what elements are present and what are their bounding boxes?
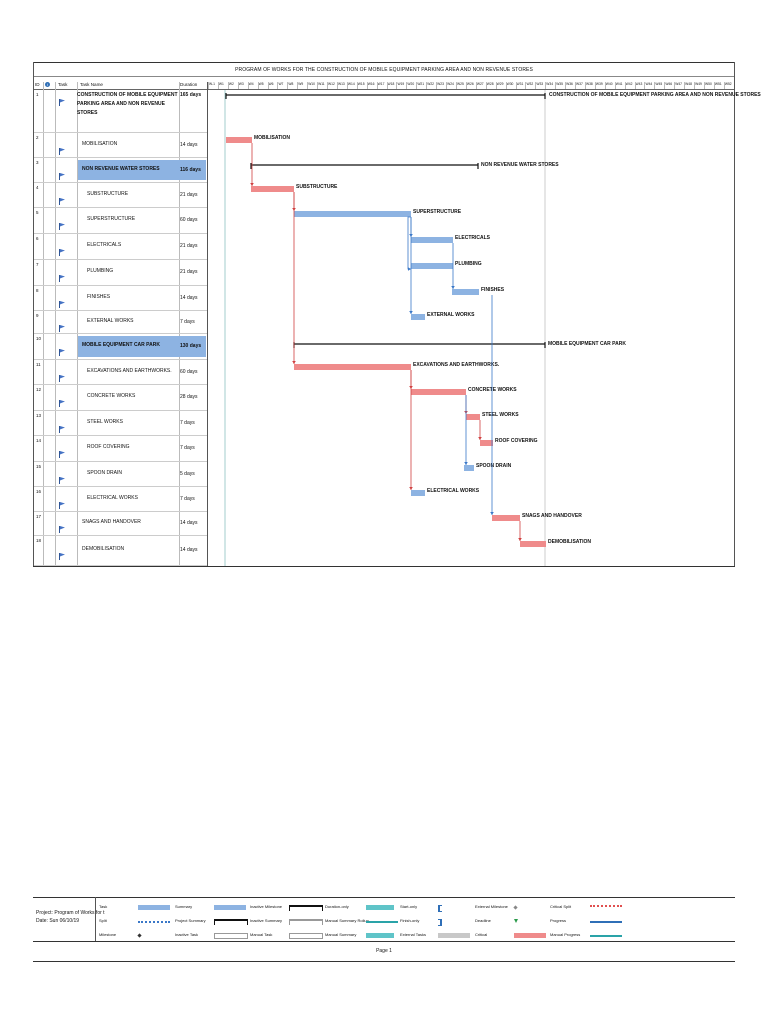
week-divider <box>396 82 397 89</box>
week-divider <box>545 82 546 89</box>
project-info <box>36 909 105 925</box>
week-label: W36 <box>566 82 573 86</box>
week-label: W41 <box>615 82 623 86</box>
dependency-arrowhead <box>518 538 522 541</box>
week-divider <box>644 82 645 89</box>
week-divider <box>476 82 477 89</box>
week-label: W14 <box>347 82 355 86</box>
legend-label: External Milestone <box>475 904 508 909</box>
task-bar-label: CONCRETE WORKS <box>468 387 517 393</box>
task-id: 5 <box>36 210 39 215</box>
task-name[interactable]: SPOON DRAIN <box>87 470 123 476</box>
legend-label: Summary <box>175 904 193 909</box>
task-duration[interactable]: 21 days <box>180 269 198 275</box>
task-id: 14 <box>36 438 42 443</box>
top-border <box>33 62 735 63</box>
week-label: W46 <box>665 82 673 86</box>
task-duration[interactable]: 21 days <box>180 192 198 198</box>
task-duration[interactable]: 60 days <box>180 217 198 223</box>
project-date: Date: Sun 06/10/19 <box>36 918 80 924</box>
task-name[interactable]: MOBILE EQUIPMENT CAR PARK <box>82 342 160 348</box>
task-duration[interactable]: 14 days <box>180 547 198 553</box>
week-divider <box>615 82 616 89</box>
week-divider <box>466 82 467 89</box>
task-name[interactable]: MOBILISATION <box>82 141 118 147</box>
dependency-arrowhead <box>464 411 468 414</box>
task-duration[interactable]: 116 days <box>180 167 201 173</box>
task-bar <box>226 137 252 143</box>
week-divider <box>327 82 328 89</box>
task-bar-label: PLUMBING <box>455 261 482 267</box>
task-mode-icon <box>59 93 66 111</box>
task-row[interactable] <box>34 334 207 360</box>
week-label: W39 <box>595 82 603 86</box>
task-bar <box>411 389 466 395</box>
legend-label: Critical Split <box>550 904 572 909</box>
col-header-task-mode[interactable]: Task <box>58 82 68 87</box>
task-mode-icon <box>59 394 66 412</box>
week-label: W45 <box>655 82 663 86</box>
week-label: W32 <box>526 82 534 86</box>
week-label: W34 <box>546 82 554 86</box>
task-row[interactable] <box>34 436 207 462</box>
col-header-info[interactable] <box>45 82 50 87</box>
legend-label: Split <box>99 918 107 923</box>
task-bar-label: SPOON DRAIN <box>476 463 512 469</box>
task-name[interactable]: SNAGS AND HANDOVER <box>82 519 141 525</box>
week-divider <box>684 82 685 89</box>
task-row[interactable] <box>34 512 207 536</box>
task-row[interactable] <box>34 208 207 234</box>
task-bar-label: SUBSTRUCTURE <box>296 184 338 190</box>
week-label: W33 <box>536 82 544 86</box>
week-divider <box>218 82 219 89</box>
task-mode-icon <box>59 547 66 565</box>
task-bar-label: ELECTRICAL WORKS <box>427 488 480 494</box>
legend-swatch <box>289 919 323 925</box>
week-label: W48 <box>685 82 692 86</box>
week-label: W44 <box>645 82 653 86</box>
task-bar <box>294 211 411 217</box>
week-divider <box>297 82 298 89</box>
week-label: W38 <box>585 82 593 86</box>
task-duration[interactable]: 7 days <box>180 420 195 426</box>
task-row[interactable] <box>34 411 207 436</box>
task-name[interactable]: ELECTRICALS <box>87 242 122 248</box>
task-row[interactable] <box>34 133 207 158</box>
legend-swatch <box>590 921 622 923</box>
week-label: W9 <box>298 82 304 86</box>
week-label: W11 <box>318 82 325 86</box>
week-label: W35 <box>556 82 563 86</box>
task-mode-icon <box>59 269 66 287</box>
legend-swatch <box>590 905 622 910</box>
task-bar <box>411 490 425 496</box>
task-duration[interactable]: 7 days <box>180 319 195 325</box>
legend-swatch <box>289 905 323 911</box>
week-divider <box>605 82 606 89</box>
legend-swatch <box>438 933 470 938</box>
week-divider <box>406 82 407 89</box>
week-divider <box>635 82 636 89</box>
week-label: W19 <box>397 82 405 86</box>
week-label: W50 <box>705 82 712 86</box>
task-id: 11 <box>36 362 41 367</box>
week-divider <box>287 82 288 89</box>
week-divider <box>565 82 566 89</box>
week-label: W1 <box>218 82 224 86</box>
week-label: W17 <box>377 82 385 86</box>
task-name[interactable]: ELECTRICAL WORKS <box>87 495 138 501</box>
task-id: 3 <box>36 160 39 165</box>
table-chart-divider <box>207 82 208 567</box>
week-divider <box>714 82 715 89</box>
task-duration[interactable]: 21 days <box>180 243 198 249</box>
week-label: W37 <box>576 82 583 86</box>
week-label: W42 <box>625 82 633 86</box>
legend-label: Manual Task <box>250 932 273 937</box>
week-divider <box>525 82 526 89</box>
dependency-arrowhead <box>409 386 413 389</box>
task-name[interactable]: EXCAVATIONS AND EARTHWORKS. <box>87 368 172 374</box>
task-id: 17 <box>36 514 42 519</box>
week-divider <box>426 82 427 89</box>
dependency-link <box>408 217 411 269</box>
task-bar <box>411 237 453 243</box>
dependency-arrowhead <box>250 183 254 186</box>
week-label: W2 <box>228 82 234 86</box>
legend-label: External Tasks <box>400 932 426 937</box>
task-row[interactable] <box>34 536 207 566</box>
task-id: 18 <box>36 538 42 543</box>
week-label: W27 <box>476 82 484 86</box>
week-divider <box>496 82 497 89</box>
week-label: W43 <box>635 82 643 86</box>
week-divider <box>654 82 655 89</box>
task-name[interactable]: DEMOBILISATION <box>82 546 125 552</box>
col-header-id[interactable]: ID <box>35 82 40 87</box>
legend-swatch <box>214 919 248 925</box>
task-bar-label: FINISHES <box>481 287 505 293</box>
task-name[interactable]: CONCRETE WORKS <box>87 393 136 399</box>
task-bar-label: MOBILISATION <box>254 135 291 141</box>
week-label: W47 <box>675 82 683 86</box>
task-name[interactable]: FINISHES <box>87 294 111 300</box>
task-bar <box>464 465 474 471</box>
week-divider <box>317 82 318 89</box>
legend-swatch <box>289 933 323 939</box>
week-label: W29 <box>496 82 504 86</box>
week-divider <box>377 82 378 89</box>
task-mode-icon <box>59 217 66 235</box>
legend-label: Task <box>99 904 108 909</box>
col-header-task-name[interactable]: Task Name <box>80 82 103 87</box>
week-divider <box>575 82 576 89</box>
week-divider <box>258 82 259 89</box>
week-label: W16 <box>367 82 375 86</box>
task-id: 9 <box>36 313 39 318</box>
legend-bottom-border <box>33 941 735 942</box>
task-duration[interactable]: 28 days <box>180 394 198 400</box>
task-bar-label: MOBILE EQUIPMENT CAR PARK <box>548 341 626 347</box>
week-divider <box>277 82 278 89</box>
task-mode-icon <box>59 243 66 261</box>
task-bar-label: EXTERNAL WORKS <box>427 312 475 318</box>
task-duration[interactable]: 130 days <box>180 343 202 349</box>
task-row[interactable] <box>34 260 207 286</box>
table-bottom-border <box>33 566 735 567</box>
task-duration[interactable]: 14 days <box>180 520 198 526</box>
dependency-arrowhead <box>451 286 455 289</box>
week-label: W40 <box>605 82 613 86</box>
task-name[interactable]: SUPERSTRUCTURE <box>87 216 136 222</box>
page-number: Page 1 <box>376 948 392 954</box>
legend-label: Milestone <box>99 932 117 937</box>
task-id: 1 <box>36 92 39 97</box>
task-bar <box>466 414 480 420</box>
week-label: W31 <box>516 82 524 86</box>
week-label: W7 <box>278 82 284 86</box>
dependency-arrowhead <box>292 208 296 211</box>
week-divider <box>585 82 586 89</box>
dependency-arrowhead <box>464 462 468 465</box>
week-divider <box>724 82 725 89</box>
legend-swatch <box>366 905 394 910</box>
week-label: W12 <box>328 82 335 86</box>
legend-label: Inactive Milestone <box>250 904 283 909</box>
legend-swatch <box>514 919 518 923</box>
legend-label: Inactive Summary <box>250 918 283 923</box>
week-label: W15 <box>357 82 365 86</box>
task-duration[interactable]: 60 days <box>180 369 198 375</box>
task-bar-label: SNAGS AND HANDOVER <box>522 513 582 519</box>
task-bar <box>492 515 520 521</box>
week-divider <box>595 82 596 89</box>
week-label: W25 <box>457 82 464 86</box>
task-bar <box>520 541 546 547</box>
task-bar-label: EXCAVATIONS AND EARTHWORKS. <box>413 362 500 368</box>
col-header-duration[interactable]: Duration <box>180 82 198 87</box>
week-divider <box>516 82 517 89</box>
task-row[interactable] <box>34 158 207 183</box>
task-row[interactable] <box>34 311 207 334</box>
task-bar-label: DEMOBILISATION <box>548 539 591 545</box>
task-name[interactable]: STEEL WORKS <box>87 419 123 425</box>
dependency-arrowhead <box>292 361 296 364</box>
table-right-border <box>734 62 735 567</box>
task-name[interactable]: PLUMBING <box>87 268 114 274</box>
week-label: W51 <box>714 82 722 86</box>
week-label: W23 <box>437 82 444 86</box>
week-divider <box>664 82 665 89</box>
task-bar <box>411 263 453 269</box>
legend-swatch <box>137 933 141 937</box>
week-divider <box>625 82 626 89</box>
week-divider <box>268 82 269 89</box>
week-divider <box>248 82 249 89</box>
week-label: W49 <box>695 82 702 86</box>
week-divider <box>535 82 536 89</box>
task-name[interactable]: CONSTRUCTION OF MOBILE EQUIPMENT PARKING AREA AND NON REVENUE STORES <box>77 92 178 116</box>
week-label: W13 <box>337 82 345 86</box>
week-label: W21 <box>417 82 425 86</box>
task-duration[interactable]: 14 days <box>180 142 198 148</box>
task-bar-label: STEEL WORKS <box>482 412 519 418</box>
task-id: 7 <box>36 262 39 267</box>
week-label: W3 <box>238 82 244 86</box>
task-name[interactable]: ROOF COVERING <box>87 444 130 450</box>
task-id: 10 <box>36 336 42 341</box>
task-id: 2 <box>36 135 39 140</box>
task-mode-icon <box>59 445 66 463</box>
week-divider <box>238 82 239 89</box>
dependency-arrowhead <box>409 234 413 237</box>
legend-label: Critical <box>475 932 488 937</box>
week-label: W6 <box>268 82 274 86</box>
task-id: 12 <box>36 387 42 392</box>
legend-label: Inactive Task <box>175 932 199 937</box>
week-label: W30 <box>506 82 514 86</box>
task-id: 15 <box>36 464 42 469</box>
dependency-arrowhead <box>409 487 413 490</box>
task-row[interactable] <box>34 487 207 512</box>
week-label: W24 <box>447 82 454 86</box>
week-label: W8 <box>288 82 294 86</box>
task-bar-label: ELECTRICALS <box>455 235 490 241</box>
legend-swatch <box>513 905 517 909</box>
week-divider <box>357 82 358 89</box>
page-bottom-border <box>33 961 735 962</box>
week-label: W20 <box>407 82 415 86</box>
week-divider <box>416 82 417 89</box>
week-divider <box>694 82 695 89</box>
task-duration[interactable]: 5 days <box>180 471 195 477</box>
task-duration[interactable]: 165 days <box>180 92 202 98</box>
week-divider <box>486 82 487 89</box>
week-label: W4 <box>248 82 254 86</box>
week-label: W5 <box>258 82 264 86</box>
dependency-arrowhead <box>408 267 411 271</box>
task-name[interactable]: NON REVENUE WATER STORES <box>82 166 160 172</box>
legend-label: Project Summary <box>175 918 206 923</box>
week-divider <box>228 82 229 89</box>
week-divider <box>506 82 507 89</box>
week-divider <box>456 82 457 89</box>
report-title: PROGRAM OF WORKS FOR THE CONSTRUCTION OF MOBILE EQUIPMENT PARKING AREA AND NON REVENUE STORES <box>235 67 533 73</box>
task-bar <box>480 440 493 446</box>
legend-swatch <box>366 933 394 938</box>
legend-label: Deadline <box>475 918 491 923</box>
legend-swatch <box>438 905 442 912</box>
dependency-arrowhead <box>490 512 494 515</box>
week-label: W10 <box>308 82 315 86</box>
week-divider <box>347 82 348 89</box>
legend-label: Start-only <box>400 904 418 909</box>
week-divider <box>555 82 556 89</box>
task-id: 4 <box>36 185 39 190</box>
task-row[interactable] <box>34 385 207 411</box>
week-divider <box>208 82 209 89</box>
task-id: 8 <box>36 288 39 293</box>
week-divider <box>307 82 308 89</box>
task-row[interactable] <box>34 360 207 385</box>
task-bar <box>251 186 294 192</box>
title-divider <box>33 76 735 77</box>
task-bar <box>452 289 479 295</box>
week-divider <box>387 82 388 89</box>
legend-label: Progress <box>550 918 567 923</box>
legend-label: Manual Summary <box>325 932 357 937</box>
week-divider <box>704 82 705 89</box>
dependency-arrowhead <box>409 311 413 314</box>
task-name[interactable]: SUBSTRUCTURE <box>87 191 129 197</box>
week-label: W-1 <box>209 82 215 86</box>
task-bar-label: CONSTRUCTION OF MOBILE EQUIPMENT PARKING AREA AND NON REVENUE STORES <box>549 92 761 98</box>
legend-swatch <box>138 921 170 923</box>
week-divider <box>436 82 437 89</box>
task-id: 13 <box>36 413 42 418</box>
task-bar <box>294 364 411 370</box>
task-id: 6 <box>36 236 39 241</box>
legend-swatch <box>214 933 248 939</box>
week-label: W22 <box>427 82 435 86</box>
legend-swatch <box>514 933 546 938</box>
week-divider <box>446 82 447 89</box>
task-duration[interactable]: 7 days <box>180 445 195 451</box>
legend-swatch <box>138 905 170 910</box>
legend-swatch <box>214 905 246 910</box>
week-divider <box>367 82 368 89</box>
dependency-arrowhead <box>478 437 482 440</box>
legend-swatch <box>590 935 622 937</box>
legend-label: Manual Progress <box>550 932 581 937</box>
legend-swatch <box>366 921 398 923</box>
task-duration[interactable]: 14 days <box>180 295 198 301</box>
project-name: Project: Program of Works for t <box>36 910 105 916</box>
task-duration[interactable]: 7 days <box>180 496 195 502</box>
task-bar-label: ROOF COVERING <box>495 438 538 444</box>
legend-swatch <box>438 919 442 926</box>
week-label: W18 <box>387 82 395 86</box>
task-row[interactable] <box>34 90 207 133</box>
task-mode-icon <box>59 343 66 361</box>
task-bar-label: SUPERSTRUCTURE <box>413 209 462 215</box>
week-label: W52 <box>724 82 732 86</box>
legend-label: Duration-only <box>325 904 349 909</box>
week-label: W26 <box>466 82 474 86</box>
legend-label: Manual Summary Rollup <box>325 918 369 923</box>
week-label: W28 <box>486 82 494 86</box>
task-id: 16 <box>36 489 42 494</box>
task-row[interactable] <box>34 234 207 260</box>
task-bar-label: NON REVENUE WATER STORES <box>481 162 559 168</box>
task-name[interactable]: EXTERNAL WORKS <box>87 318 134 324</box>
legend-label: Finish-only <box>400 918 420 923</box>
week-divider <box>674 82 675 89</box>
info-icon: i <box>45 82 50 87</box>
task-row[interactable] <box>34 286 207 311</box>
week-divider <box>337 82 338 89</box>
task-row[interactable] <box>34 462 207 487</box>
task-row[interactable] <box>34 183 207 208</box>
legend-top-border <box>33 897 735 898</box>
task-bar <box>411 314 425 320</box>
